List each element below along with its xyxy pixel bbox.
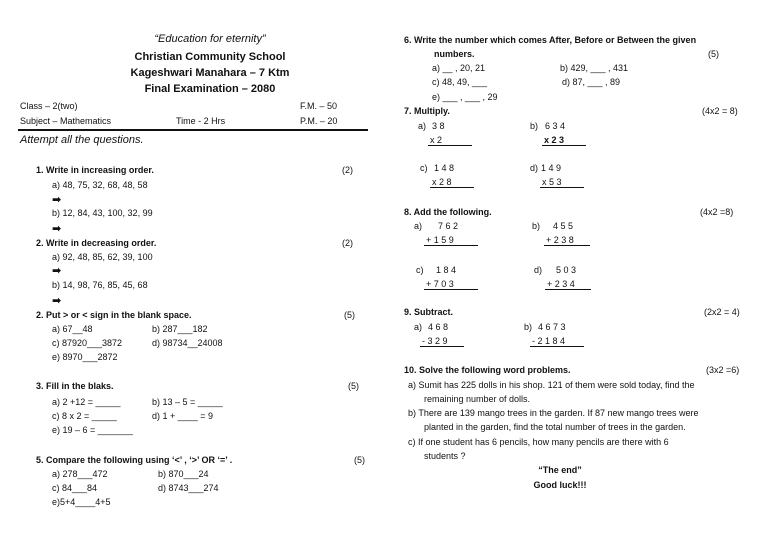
q3-title: 2. Put > or < sign in the blank space.: [36, 310, 192, 320]
q8-b-bottom: + 2 3 8: [544, 235, 590, 246]
q7-a-label: a): [418, 121, 427, 131]
q7-d-top: 1 4 9: [541, 163, 562, 173]
q4-e: e) 19 – 6 = _______: [52, 425, 133, 435]
subject-label: Subject – Mathematics: [20, 116, 112, 126]
q5-title: 5. Compare the following using ‘<’ , ‘>’ OR ‘=’ .: [36, 455, 233, 465]
q10-c-line2: students ?: [424, 451, 466, 461]
q8-c-label: c): [416, 265, 424, 275]
q7-d-label: d): [530, 163, 539, 173]
q8-a-label: a): [414, 221, 423, 231]
q4-a: a) 2 +12 = _____: [52, 397, 121, 407]
q8-d-bottom: + 2 3 4: [545, 279, 591, 290]
motto: “Education for eternity”: [154, 33, 266, 45]
q9-b-label: b): [524, 322, 533, 332]
q9-marks: (2x2 = 4): [704, 307, 740, 317]
time-label: Time - 2 Hrs: [176, 116, 226, 126]
right-arrow-icon: ➡: [52, 194, 62, 206]
q2-a: a) 92, 48, 85, 62, 39, 100: [52, 252, 153, 262]
exam-title: Final Examination – 2080: [144, 83, 276, 95]
pass-marks: P.M. – 20: [300, 116, 338, 126]
q6-c: c) 48, 49, ___: [432, 77, 488, 87]
q5-marks: (5): [354, 455, 365, 465]
q7-c-bottom: x 2 8: [430, 177, 474, 188]
q6-d: d) 87, ___ , 89: [562, 77, 621, 87]
q7-marks: (4x2 = 8): [702, 106, 738, 116]
q9-a-bottom: - 3 2 9: [420, 336, 464, 347]
the-end: “The end”: [538, 465, 582, 475]
school-address: Kageshwari Manahara – 7 Ktm: [130, 67, 290, 79]
class-label: Class – 2(two): [20, 101, 78, 111]
full-marks: F.M. – 50: [300, 101, 338, 111]
q9-a-top: 4 6 8: [428, 322, 449, 332]
good-luck: Good luck!!!: [533, 480, 587, 490]
instruction: Attempt all the questions.: [20, 134, 144, 146]
q10-a-line1: a) Sumit has 225 dolls in his shop. 121 of them were sold today, find the: [408, 380, 695, 390]
q7-b-top: 6 3 4: [545, 121, 566, 131]
q3-c: c) 87920___3872: [52, 338, 123, 348]
q8-a-bottom: + 1 5 9: [424, 235, 478, 246]
q5-b: b) 870___24: [158, 469, 209, 479]
q8-b-top: 4 5 5: [553, 221, 574, 231]
q4-title: 3. Fill in the blaks.: [36, 381, 114, 391]
q4-b: b) 13 – 5 = _____: [152, 397, 223, 407]
q5-a: a) 278___472: [52, 469, 108, 479]
q1-marks: (2): [342, 165, 353, 175]
q10-b-line2: planted in the garden, find the total number of trees in the garden.: [424, 422, 686, 432]
q7-a-top: 3 8: [432, 121, 445, 131]
q5-c: c) 84___84: [52, 483, 98, 493]
school-name: Christian Community School: [134, 51, 286, 63]
q3-a: a) 67__48: [52, 324, 93, 334]
q4-d: d) 1 + ____ = 9: [152, 411, 214, 421]
q1-b: b) 12, 84, 43, 100, 32, 99: [52, 208, 153, 218]
right-arrow-icon: ➡: [52, 265, 62, 277]
q9-b-top: 4 6 7 3: [538, 322, 566, 332]
q8-b-label: b): [532, 221, 541, 231]
q3-marks: (5): [344, 310, 355, 320]
q6-marks: (5): [708, 49, 719, 59]
q2-title: 2. Write in decreasing order.: [36, 238, 157, 248]
q10-c-line1: c) If one student has 6 pencils, how many pencils are there with 6: [408, 437, 669, 447]
q3-e: e) 8970___2872: [52, 352, 118, 362]
q10-b-line1: b) There are 139 mango trees in the garden. If 87 new mango trees were: [408, 408, 699, 418]
q7-d-bottom: x 5 3: [540, 177, 584, 188]
q7-title: 7. Multiply.: [404, 106, 450, 116]
q7-a-bottom: x 2: [428, 135, 472, 146]
right-arrow-icon: ➡: [52, 295, 62, 307]
q6-b: b) 429, ___ , 431: [560, 63, 629, 73]
q9-title: 9. Subtract.: [404, 307, 454, 317]
header-divider: [18, 129, 368, 131]
q6-title: 6. Write the number which comes After, Before or Between the given: [404, 35, 697, 45]
q3-d: d) 98734__24008: [152, 338, 223, 348]
q5-e: e)5+4____4+5: [52, 497, 111, 507]
q7-b-label: b): [530, 121, 539, 131]
q3-b: b) 287___182: [152, 324, 208, 334]
q1-a: a) 48, 75, 32, 68, 48, 58: [52, 180, 148, 190]
q8-title: 8. Add the following.: [404, 207, 492, 217]
q2-marks: (2): [342, 238, 353, 248]
right-arrow-icon: ➡: [52, 223, 62, 235]
q9-b-bottom: - 2 1 8 4: [530, 336, 584, 347]
q7-c-top: 1 4 8: [434, 163, 455, 173]
q8-c-bottom: + 7 0 3: [424, 279, 478, 290]
q7-b-bottom: x 2 3: [542, 135, 586, 146]
q4-marks: (5): [348, 381, 359, 391]
q8-a-top: 7 6 2: [438, 221, 459, 231]
q9-a-label: a): [414, 322, 423, 332]
q4-c: c) 8 x 2 = _____: [52, 411, 117, 421]
q10-marks: (3x2 =6): [706, 365, 740, 375]
q6-title-cont: numbers.: [434, 49, 475, 59]
q10-a-line2: remaining number of dolls.: [424, 394, 531, 404]
q2-b: b) 14, 98, 76, 85, 45, 68: [52, 280, 148, 290]
q6-a: a) __ , 20, 21: [432, 63, 486, 73]
q8-d-top: 5 0 3: [556, 265, 577, 275]
q8-d-label: d): [534, 265, 543, 275]
q6-e: e) ___ , ___ , 29: [432, 92, 498, 102]
q5-d: d) 8743___274: [158, 483, 219, 493]
q8-c-top: 1 8 4: [436, 265, 457, 275]
q7-c-label: c): [420, 163, 428, 173]
q10-title: 10. Solve the following word problems.: [404, 365, 571, 375]
q1-title: 1. Write in increasing order.: [36, 165, 154, 175]
q8-marks: (4x2 =8): [700, 207, 734, 217]
